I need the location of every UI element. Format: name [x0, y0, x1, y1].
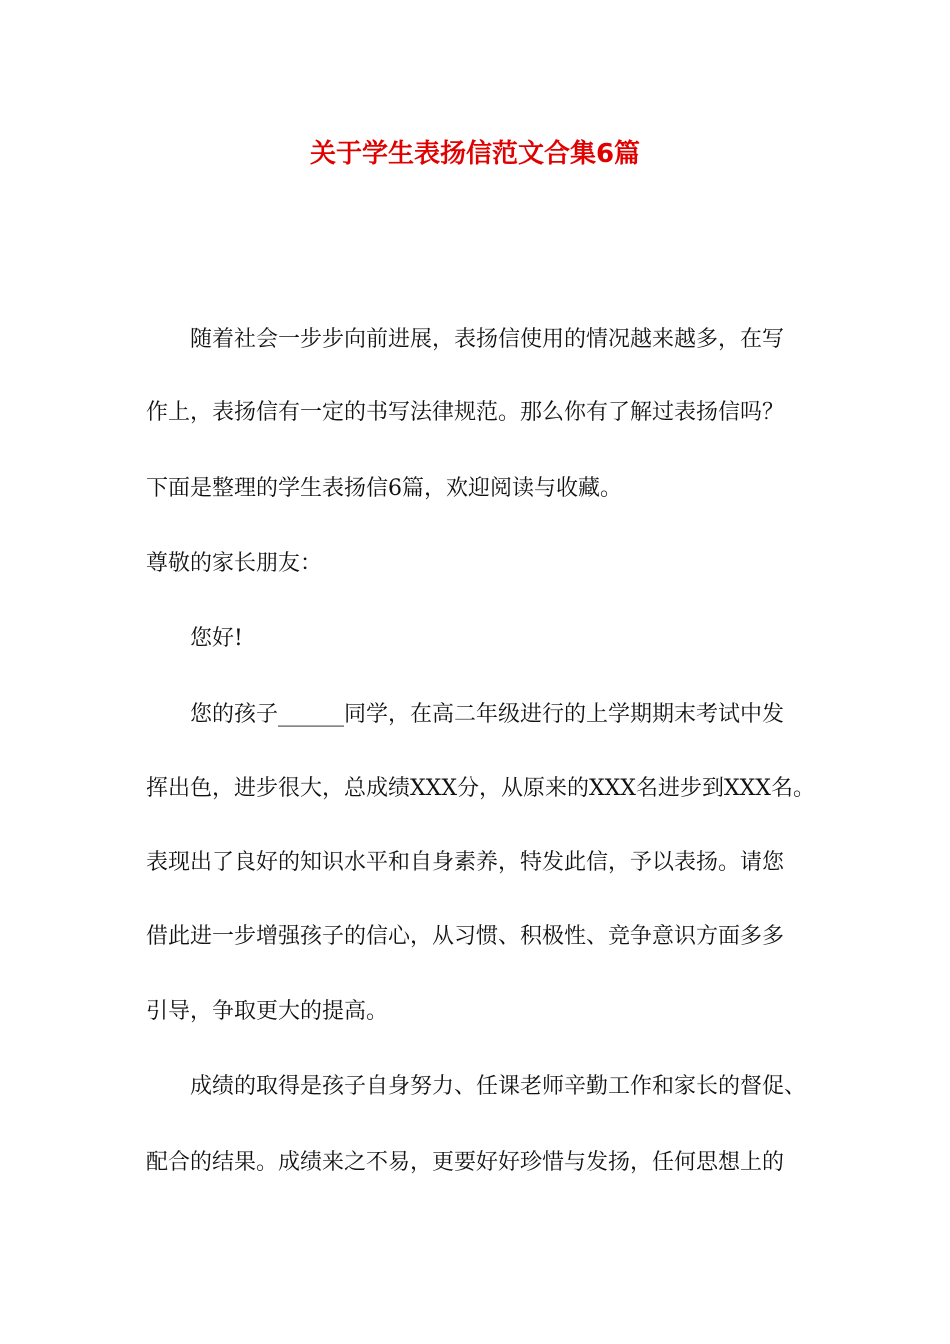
body-line-3: 表现出了良好的知识水平和自身素养，特发此信，予以表扬。请您	[146, 850, 785, 875]
intro-line-2: 作上，表扬信有一定的书写法律规范。那么你有了解过表扬信吗？	[146, 400, 785, 425]
body-line-6: 成绩的取得是孩子自身努力、任课老师辛勤工作和家长的督促、	[190, 1074, 807, 1099]
body-line-5: 引导，争取更大的提高。	[146, 999, 389, 1024]
body-line-1: 您的孩子______同学，在高二年级进行的上学期期末考试中发	[190, 702, 785, 727]
intro-line-3: 下面是整理的学生表扬信6篇，欢迎阅读与收藏。	[146, 476, 622, 501]
document-title: 关于学生表扬信范文合集6篇	[309, 139, 641, 169]
body-line-7: 配合的结果。成绩来之不易，更要好好珍惜与发扬，任何思想上的	[146, 1150, 785, 1175]
body-line-4: 借此进一步增强孩子的信心，从习惯、积极性、竞争意识方面多多	[146, 924, 785, 949]
intro-line-1: 随着社会一步步向前进展，表扬信使用的情况越来越多，在写	[190, 327, 785, 352]
body-line-2: 挥出色，进步很大，总成绩XXX分，从原来的XXX名进步到XXX名。	[146, 776, 815, 801]
greeting: 您好!	[190, 626, 243, 651]
salutation: 尊敬的家长朋友：	[146, 551, 323, 576]
